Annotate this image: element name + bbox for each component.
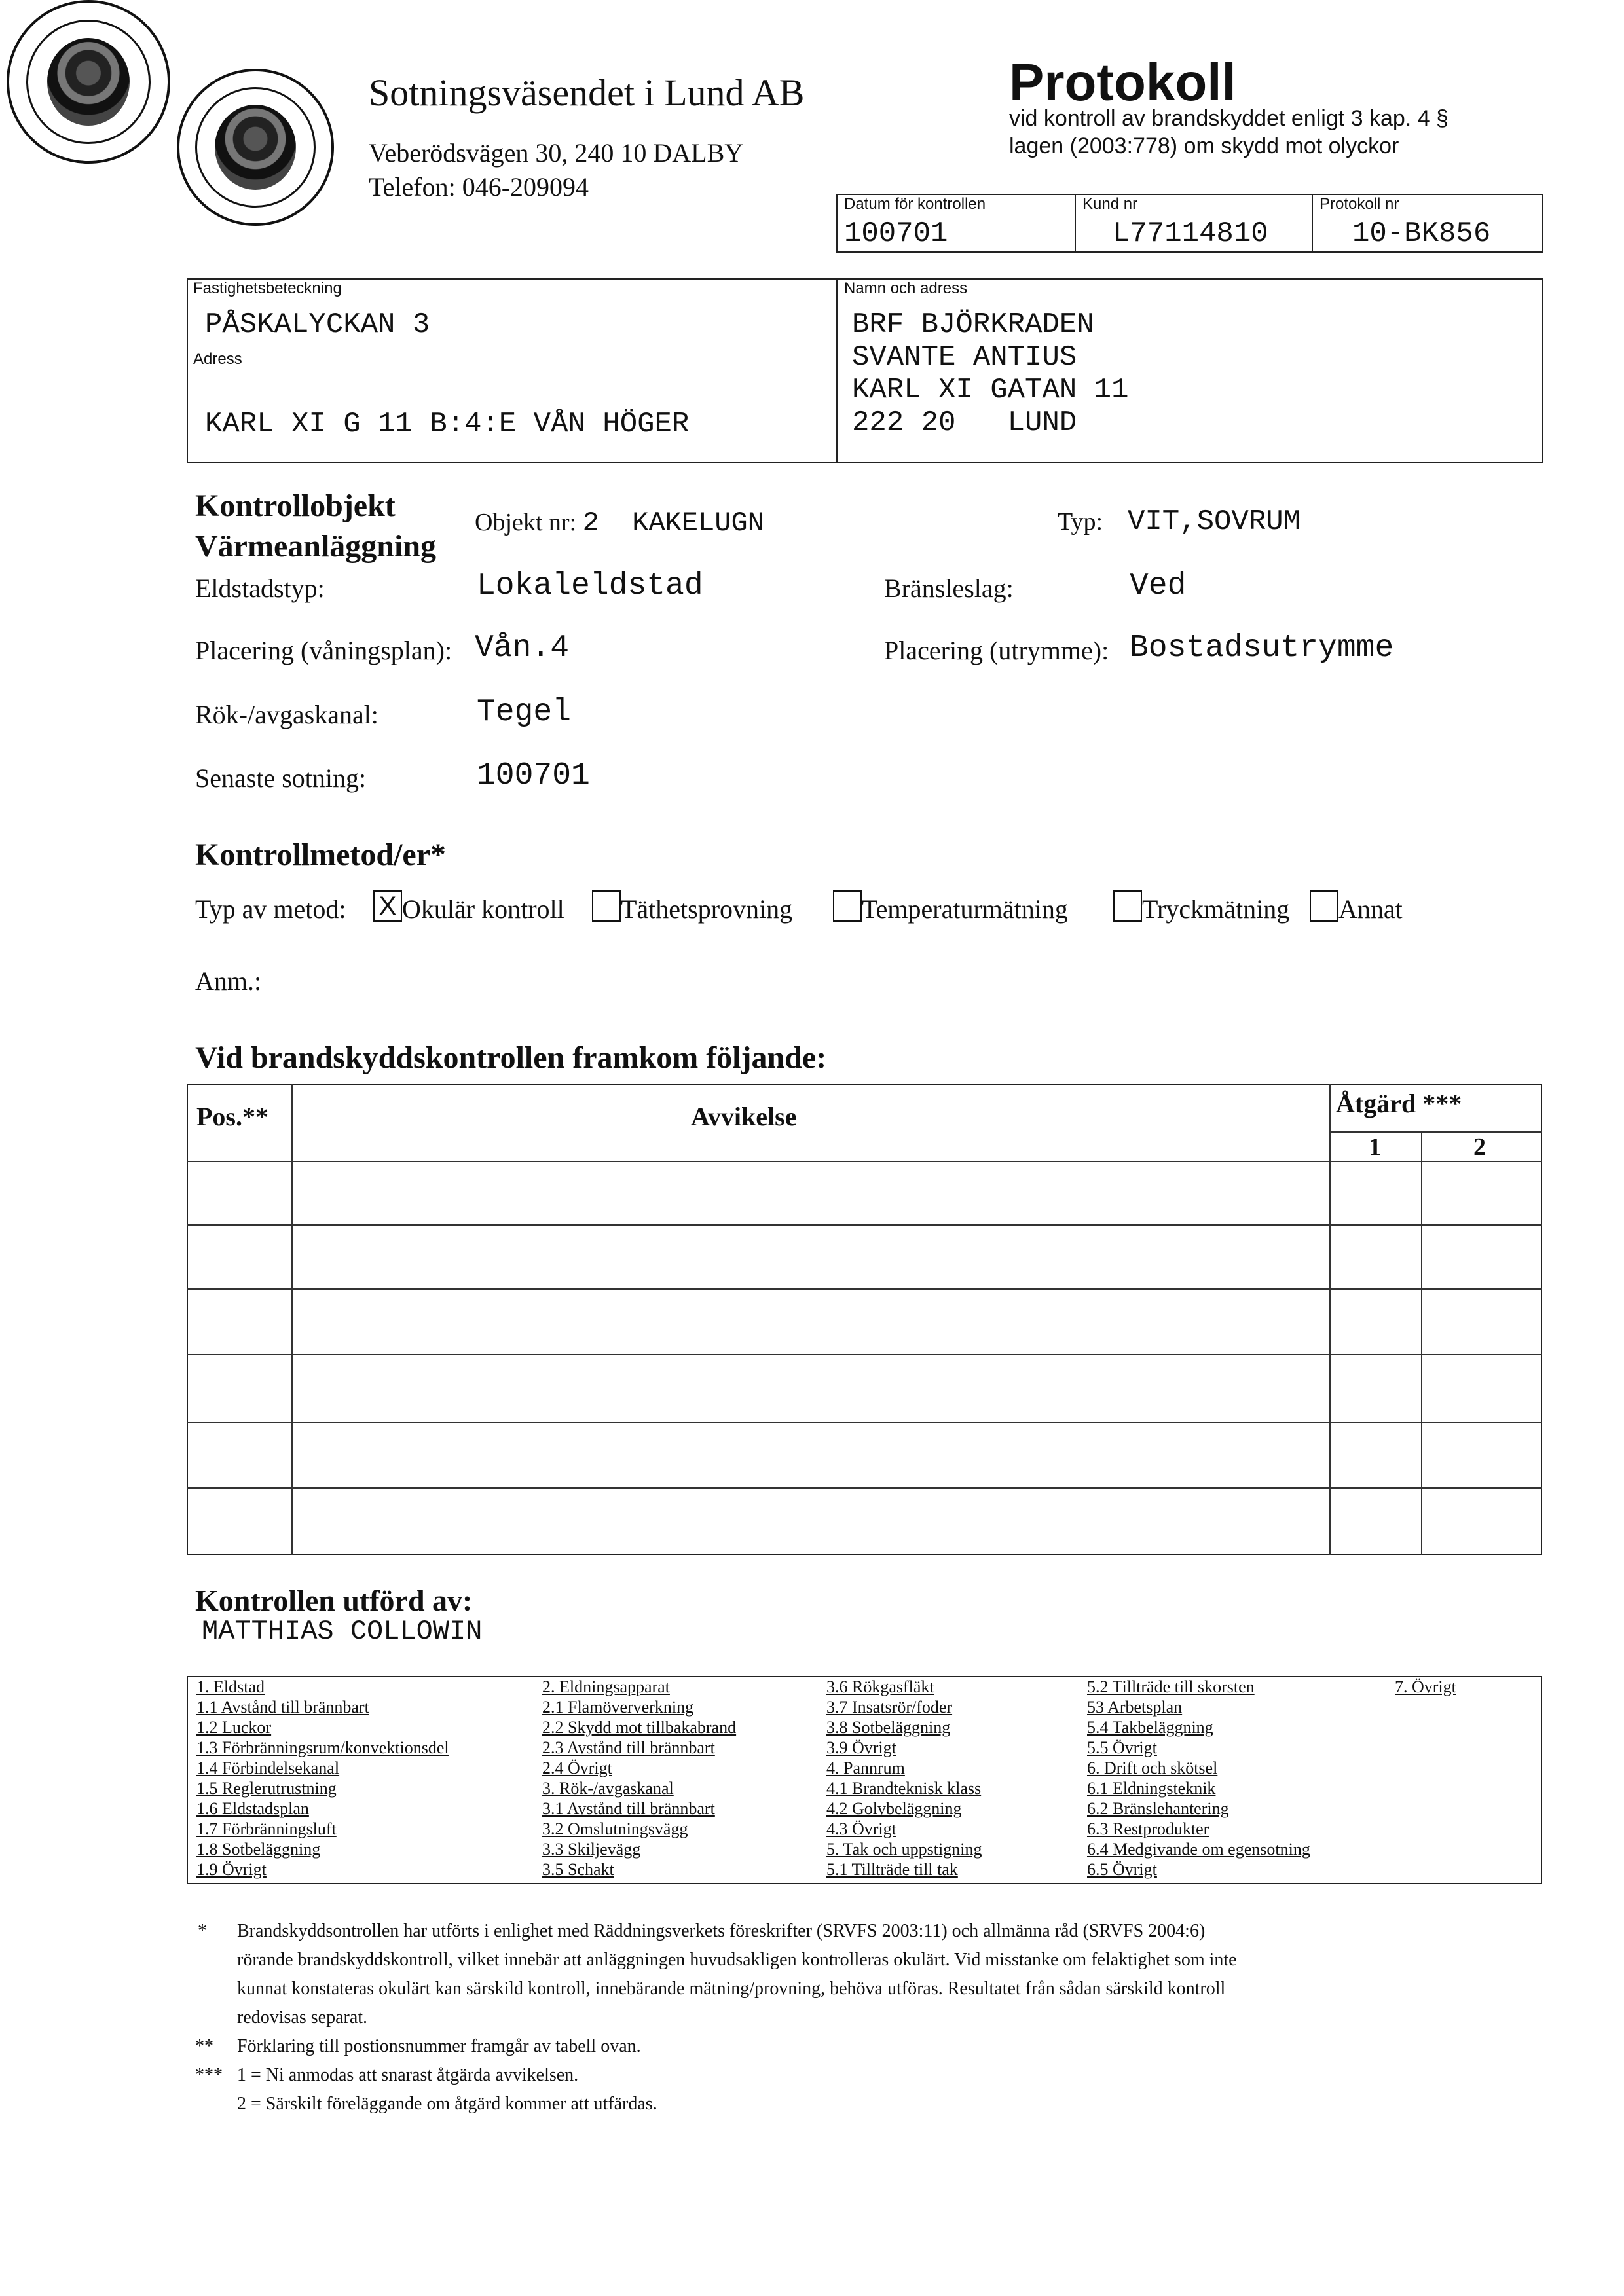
legend-item: 4.2 Golvbeläggning: [826, 1799, 962, 1818]
legend-item: 1.1 Avstånd till brännbart: [196, 1698, 369, 1717]
legend-item: 6. Drift och skötsel: [1087, 1758, 1218, 1777]
legend-item: 1.4 Förbindelsekanal: [196, 1758, 340, 1777]
document-subtitle: [1009, 105, 1449, 160]
object-number: [475, 507, 764, 539]
customer-number-label: Kund nr: [1082, 195, 1138, 213]
method-pressure-checkbox[interactable]: [1113, 890, 1142, 922]
legend-item: 5.4 Takbeläggning: [1087, 1718, 1213, 1737]
column-header-action: Åtgärd ***: [1336, 1089, 1462, 1118]
object-type-value: VIT,SOVRUM: [1128, 505, 1301, 538]
phone-number: Telefon: 046-209094: [369, 172, 589, 202]
footnote-line: rörande brandskyddskontroll, vilket innebär att anläggningen huvudsakligen kontrolleras okulärt. Vid misstanke om felaktighet som inte: [237, 1950, 1237, 1970]
last-sweep-value: 100701: [477, 758, 590, 793]
legend-item: 1.3 Förbränningsrum/konvektionsdel: [196, 1738, 449, 1757]
method-other-checkbox[interactable]: [1310, 890, 1338, 922]
performed-by-heading: Kontrollen utförd av:: [195, 1584, 473, 1617]
owner-line: BRF BJÖRKRADEN: [852, 308, 1094, 341]
legend-item: 6.4 Medgivande om egensotning: [1087, 1840, 1310, 1859]
legend-item: 5.1 Tillträde till tak: [826, 1860, 958, 1879]
date-field: [836, 194, 1076, 253]
legend-item: 4.3 Övrigt: [826, 1819, 896, 1838]
method-temperature-checkbox[interactable]: [833, 890, 862, 922]
date-value: 100701: [844, 217, 948, 250]
legend-item: 3.8 Sotbeläggning: [826, 1718, 951, 1737]
owner-line: SVANTE ANTIUS: [852, 341, 1077, 374]
subtitle-line-1: vid kontroll av brandskyddet enligt 3 kap. 4 §: [1009, 106, 1449, 131]
legend-item: 1.7 Förbränningsluft: [196, 1819, 337, 1838]
floor-label: Placering (våningsplan):: [195, 636, 452, 665]
room-value: Bostadsutrymme: [1130, 630, 1394, 666]
legend-item: 7. Övrigt: [1395, 1677, 1456, 1696]
legend-item: 4.1 Brandteknisk klass: [826, 1779, 982, 1798]
fireplace-type-value: Lokaleldstad: [477, 568, 703, 604]
customer-number-value: L77114810: [1113, 217, 1268, 250]
method-visual-label: Okulär kontroll: [402, 894, 564, 924]
column-header-action-1: 1: [1369, 1133, 1381, 1161]
property-address-value: KARL XI G 11 B:4:E VÅN HÖGER: [205, 408, 690, 441]
footnote-1-mark: *: [198, 1921, 207, 1941]
legend-item: 6.5 Övrigt: [1087, 1860, 1157, 1879]
footnote-2-mark: **: [195, 2036, 213, 2056]
footnote-2-text: Förklaring till postionsnummer framgår av tabell ovan.: [237, 2036, 641, 2056]
legend-item: 5. Tak och uppstigning: [826, 1840, 982, 1859]
legend-item: 1.8 Sotbeläggning: [196, 1840, 321, 1859]
method-pressure-label: Tryckmätning: [1142, 894, 1290, 924]
findings-table: [187, 1084, 1542, 1555]
footnote-3-mark: ***: [195, 2065, 223, 2085]
legend-item: 2.3 Avstånd till brännbart: [542, 1738, 715, 1757]
method-type-label: Typ av metod:: [195, 894, 346, 924]
legend-item: 3. Rök-/avgaskanal: [542, 1779, 674, 1798]
footnote-line: Brandskyddsontrollen har utförts i enlighet med Räddningsverkets föreskrifter (SRVFS 2003:11) och allmänna råd (SRVFS 2004:6): [237, 1921, 1206, 1941]
inspector-name: MATTHIAS COLLOWIN: [202, 1616, 483, 1647]
company-name: Sotningsväsendet i Lund AB: [369, 71, 805, 114]
object-type-label: Typ:: [1058, 508, 1103, 536]
property-designation-label: Fastighetsbeteckning: [193, 280, 342, 297]
floor-value: Vån.4: [475, 630, 570, 666]
column-header-position: Pos.**: [196, 1102, 268, 1131]
fireplace-type-label: Eldstadstyp:: [195, 574, 325, 603]
method-tightness-checkbox[interactable]: [592, 890, 621, 922]
footnote-line: kunnat konstateras okulärt kan särskild kontroll, innebärande mätning/provning, behöva utföras. Resultatet från sådan särskild kontroll: [237, 1978, 1226, 1999]
object-number-value: 2 KAKELUGN: [582, 507, 764, 539]
property-designation-value: PÅSKALYCKAN 3: [205, 308, 430, 341]
legend-item: 3.6 Rökgasfläkt: [826, 1677, 934, 1696]
legend-item: 4. Pannrum: [826, 1758, 905, 1777]
legend-item: 6.2 Bränslehantering: [1087, 1799, 1229, 1818]
property-address-label: Adress: [193, 350, 242, 368]
legend-item: 1.5 Reglerutrustning: [196, 1779, 337, 1798]
legend-item: 2.2 Skydd mot tillbakabrand: [542, 1718, 737, 1737]
method-visual-checkbox[interactable]: X: [373, 890, 402, 922]
owner-line: 222 20 LUND: [852, 407, 1077, 439]
flue-value: Tegel: [477, 695, 572, 730]
column-header-deviation: Avvikelse: [691, 1102, 797, 1131]
method-other-label: Annat: [1338, 894, 1403, 924]
method-temperature-label: Temperaturmätning: [862, 894, 1068, 924]
flue-label: Rök-/avgaskanal:: [195, 700, 378, 729]
street-address: Veberödsvägen 30, 240 10 DALBY: [369, 138, 744, 168]
object-number-label: Objekt nr:: [475, 509, 577, 536]
method-tightness-label: Täthetsprovning: [621, 894, 793, 924]
legend-item: 3.1 Avstånd till brännbart: [542, 1799, 715, 1818]
protocol-number-field: [1312, 194, 1543, 253]
legend-item: 6.1 Eldningsteknik: [1087, 1779, 1216, 1798]
document-title: Protokoll: [1009, 53, 1236, 111]
association-seal-large: [7, 0, 170, 164]
footnote-line: redovisas separat.: [237, 2007, 368, 2028]
legend-item: 6.3 Restprodukter: [1087, 1819, 1209, 1838]
legend-item: 3.7 Insatsrör/foder: [826, 1698, 953, 1717]
legend-item: 1.6 Eldstadsplan: [196, 1799, 309, 1818]
date-label: Datum för kontrollen: [844, 195, 986, 213]
column-header-action-2: 2: [1473, 1133, 1486, 1161]
legend-item: 2.1 Flamöververkning: [542, 1698, 694, 1717]
legend-item: 5.2 Tillträde till skorsten: [1087, 1677, 1255, 1696]
legend-item: 3.5 Schakt: [542, 1860, 614, 1879]
object-heading: [195, 486, 436, 567]
note-label: Anm.:: [195, 966, 262, 996]
legend-item: 3.2 Omslutningsvägg: [542, 1819, 688, 1838]
legend-item: 3.3 Skiljevägg: [542, 1840, 641, 1859]
owner-box: [836, 278, 1543, 463]
association-seal-small: [177, 69, 334, 226]
fuel-label: Bränsleslag:: [884, 574, 1014, 603]
legend-item: 2.4 Övrigt: [542, 1758, 612, 1777]
legend-item: 5.5 Övrigt: [1087, 1738, 1157, 1757]
protocol-number-label: Protokoll nr: [1320, 195, 1399, 213]
legend-item: 3.9 Övrigt: [826, 1738, 896, 1757]
protocol-number-value: 10-BK856: [1352, 217, 1491, 250]
fuel-value: Ved: [1130, 568, 1187, 604]
object-heading-2: Värmeanläggning: [195, 529, 437, 564]
footnote-3-text: 1 = Ni anmodas att snarast åtgärda avvikelsen.: [237, 2065, 579, 2085]
legend-item: 2. Eldningsapparat: [542, 1677, 670, 1696]
legend-item: 1.9 Övrigt: [196, 1860, 267, 1879]
property-box: [187, 278, 838, 463]
footnote-1-text: [237, 1917, 1237, 2032]
company-address: [369, 136, 743, 204]
legend-item: 53 Arbetsplan: [1087, 1698, 1183, 1717]
object-heading-1: Kontrollobjekt: [195, 488, 396, 523]
findings-heading: Vid brandskyddskontrollen framkom följande:: [195, 1040, 827, 1075]
footnote-3-text-2: 2 = Särskilt föreläggande om åtgärd kommer att utfärdas.: [237, 2094, 657, 2114]
method-heading: Kontrollmetod/er*: [195, 837, 447, 872]
subtitle-line-2: lagen (2003:778) om skydd mot olyckor: [1009, 134, 1399, 158]
legend-item: 1. Eldstad: [196, 1677, 265, 1696]
legend-item: 1.2 Luckor: [196, 1718, 272, 1737]
last-sweep-label: Senaste sotning:: [195, 763, 367, 793]
owner-line: KARL XI GATAN 11: [852, 374, 1129, 407]
customer-number-field: [1075, 194, 1313, 253]
room-label: Placering (utrymme):: [884, 636, 1109, 665]
owner-label: Namn och adress: [844, 280, 968, 297]
